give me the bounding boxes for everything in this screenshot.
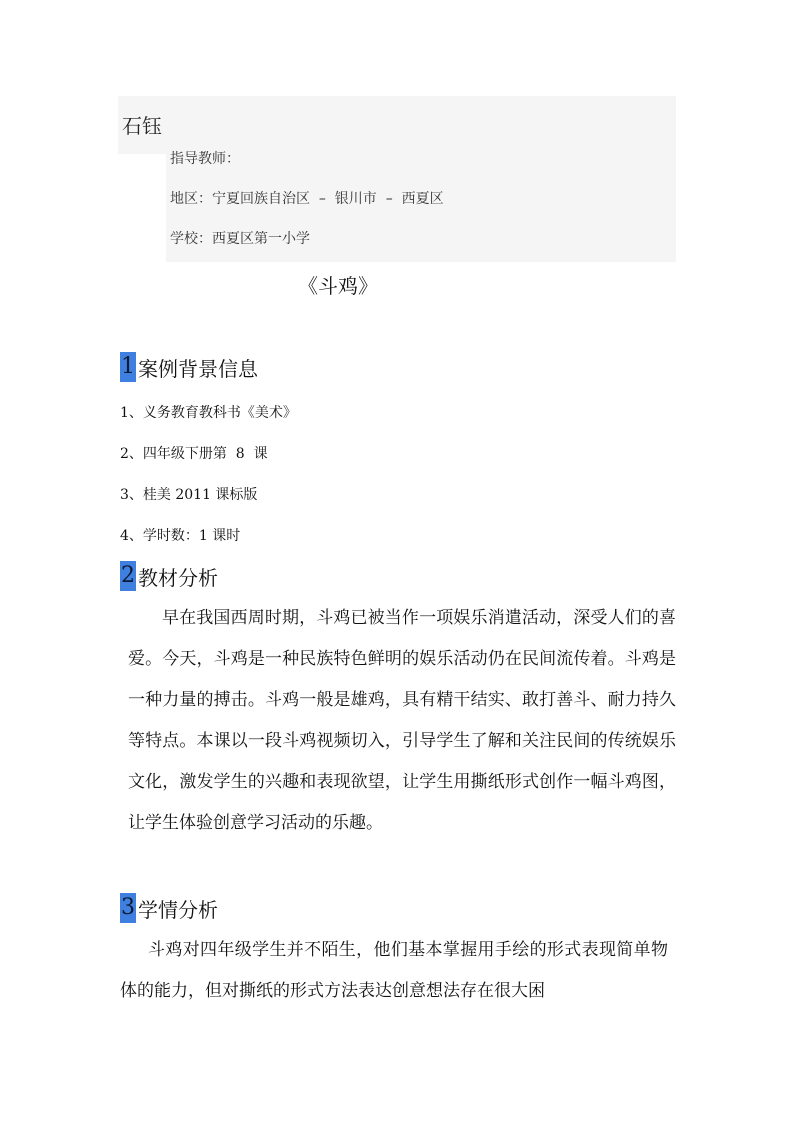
header-info bbox=[166, 146, 676, 262]
section-title: 教材分析 bbox=[138, 565, 218, 590]
section-heading-textbook bbox=[120, 561, 218, 591]
section-heading-background bbox=[120, 352, 258, 382]
student-analysis-paragraph: 斗鸡对四年级学生并不陌生，他们基本掌握用手绘的形式表现简单物体的能力，但对撕纸的形式方法表达创意想法存在很大困 bbox=[120, 940, 668, 1001]
textbook-analysis-paragraph: 早在我国西周时期，斗鸡已被当作一项娱乐消遣活动，深受人们的喜爱。今天，斗鸡是一种民族特色鲜明的娱乐活动仍在民间流传着。斗鸡是一种力量的搏击。斗鸡一般是雄鸡，具有精干结实、敢打善斗、耐力持久等特点。本课以一段斗鸡视频切入，引导学生了解和关注民间的传统娱乐文化，激发学生的兴趣和表现欲望，让学生用撕纸形式创作一幅斗鸡图，让学生体验创意学习活动的乐趣。 bbox=[128, 608, 676, 833]
section-title: 学情分析 bbox=[138, 897, 218, 922]
section-title: 案例背景信息 bbox=[138, 356, 258, 381]
author-name: 石钰 bbox=[122, 114, 162, 138]
teacher-line: 指导教师： bbox=[170, 151, 240, 167]
section-number: 2 bbox=[120, 561, 136, 591]
document-title: 《斗鸡》 bbox=[298, 274, 378, 298]
section-number: 1 bbox=[120, 352, 136, 382]
list-item: 4、学时数：1 课时 bbox=[120, 528, 241, 544]
list-item: 3、桂美 2011 课标版 bbox=[120, 487, 258, 503]
section-number: 3 bbox=[120, 893, 136, 923]
section-heading-student bbox=[120, 893, 218, 923]
list-item: 2、四年级下册第 8 课 bbox=[120, 446, 268, 462]
header-box bbox=[118, 96, 676, 262]
list-item: 1、义务教育教科书《美术》 bbox=[120, 405, 297, 421]
school-line: 学校：西夏区第一小学 bbox=[170, 231, 310, 247]
region-line: 地区：宁夏回族自治区 – 银川市 – 西夏区 bbox=[170, 191, 444, 207]
